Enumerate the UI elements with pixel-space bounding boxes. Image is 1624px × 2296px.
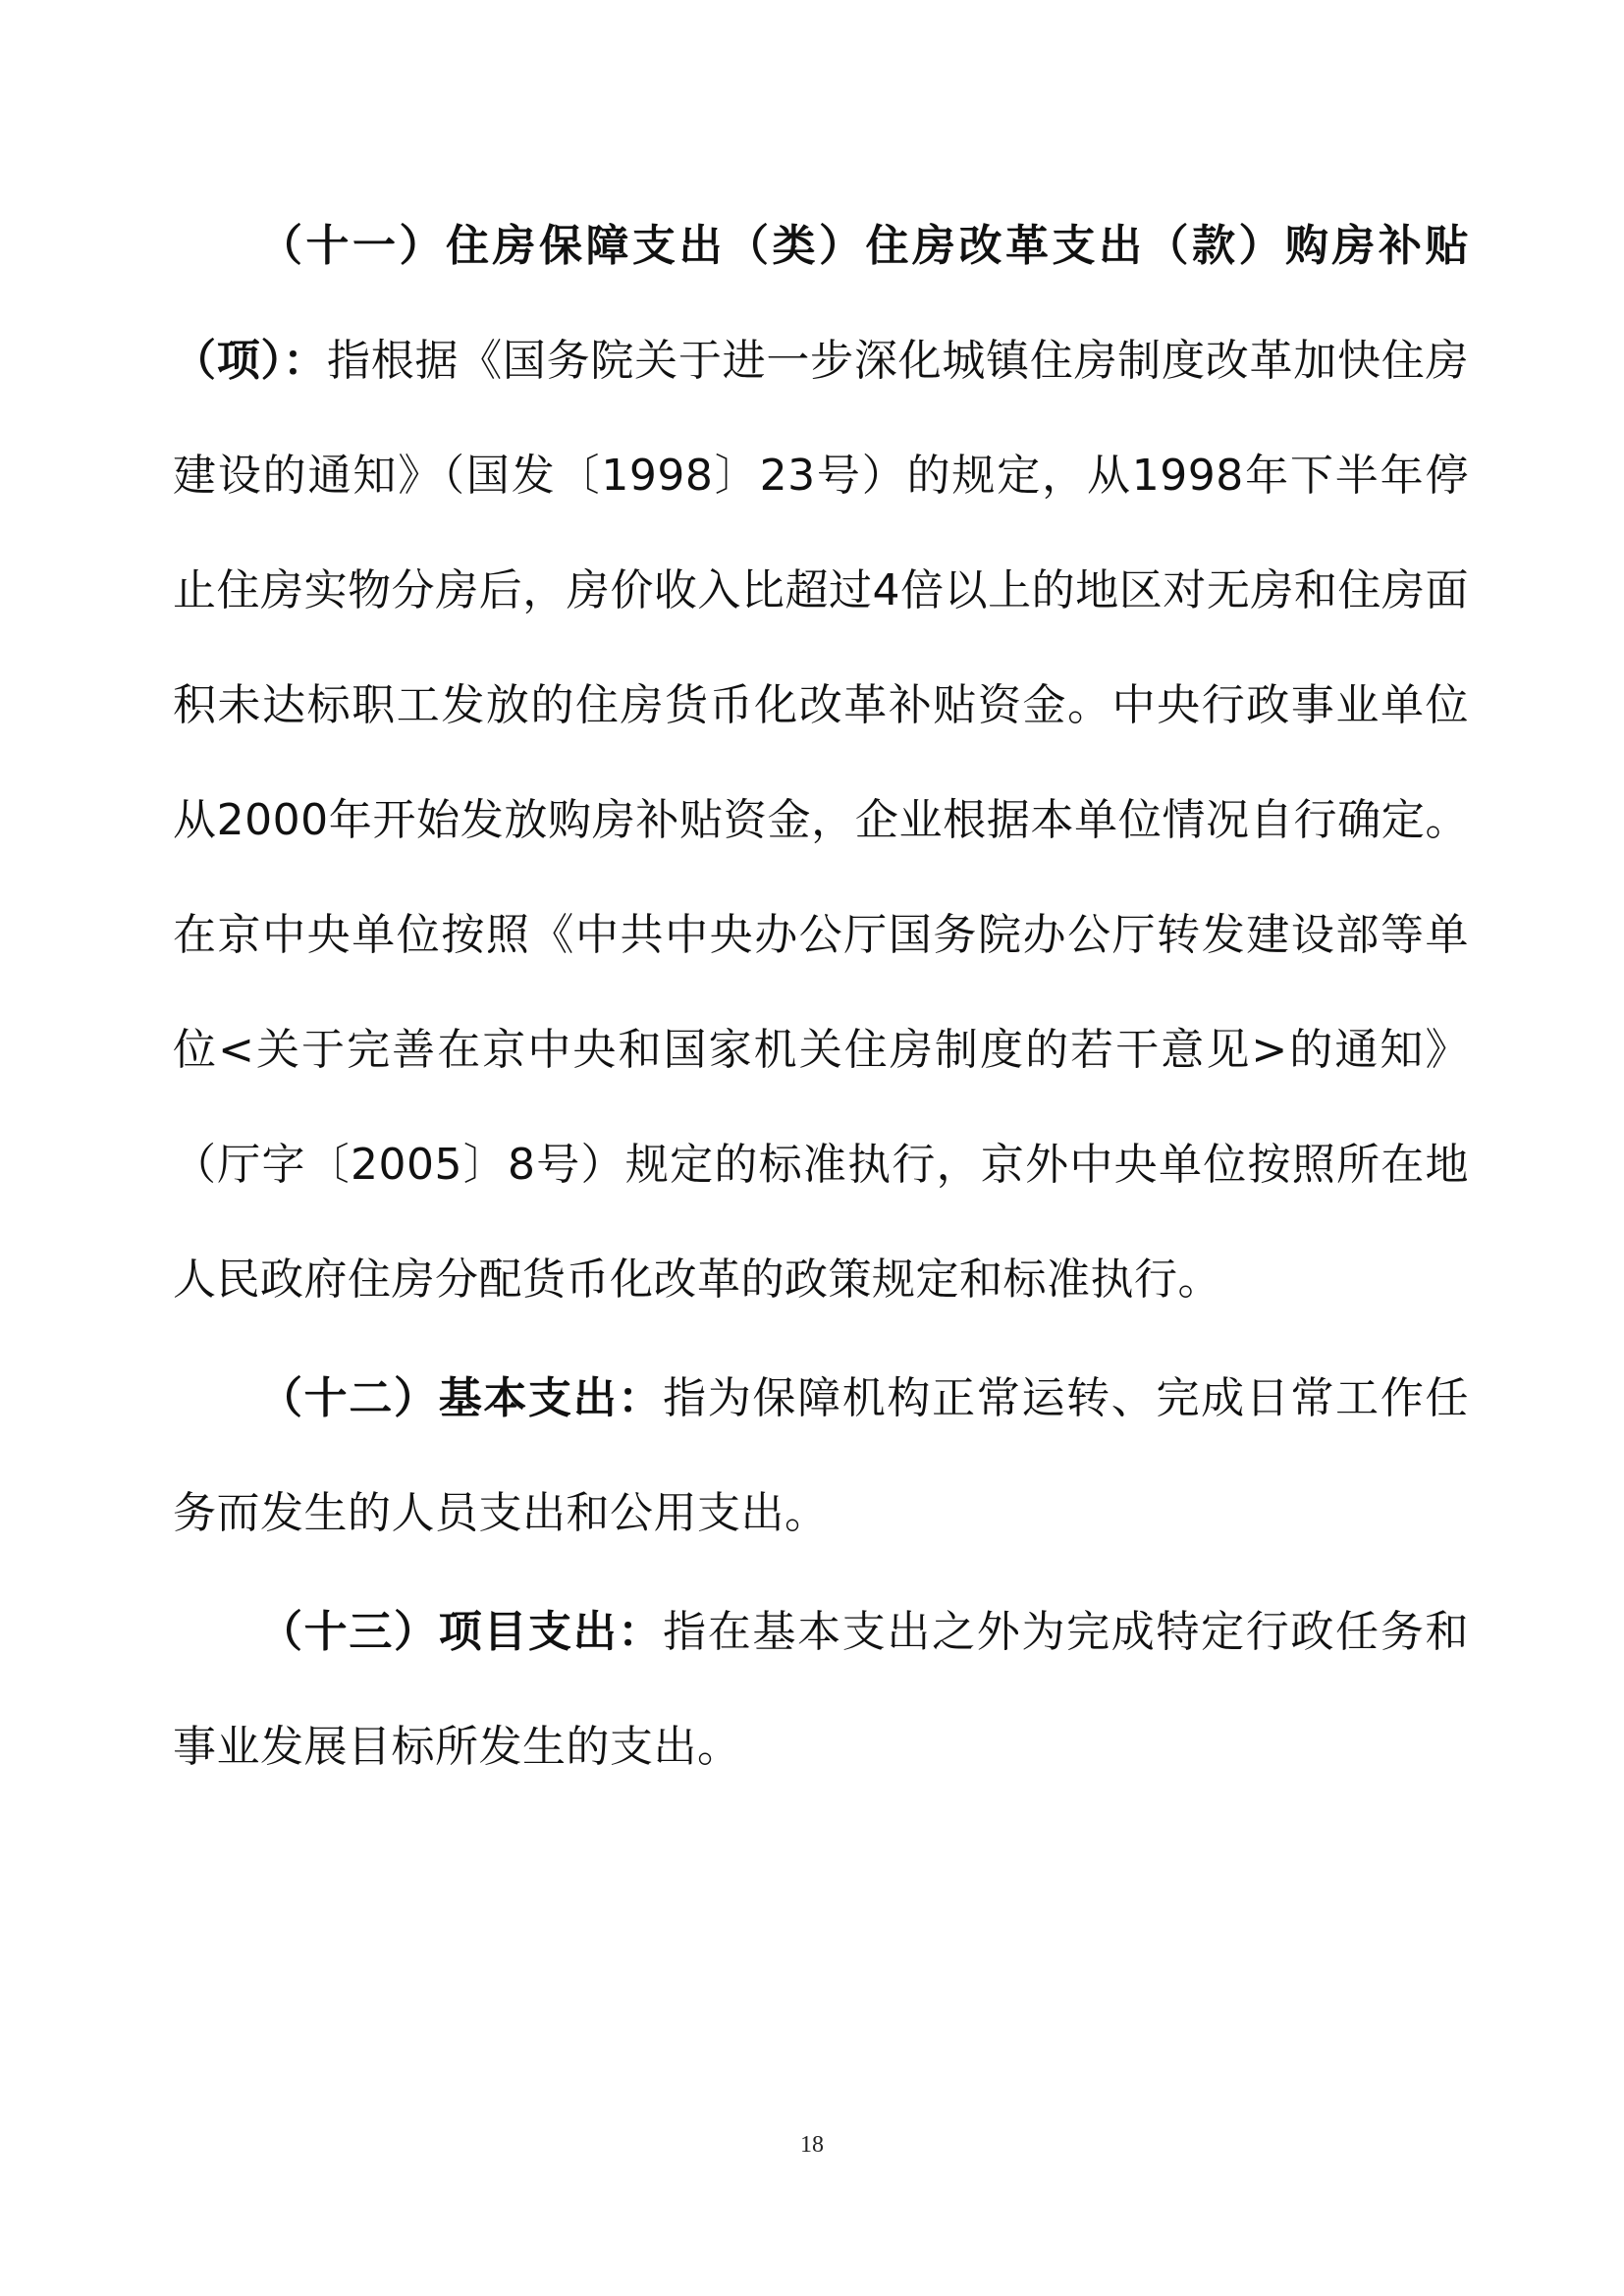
section-body: 指在基本支出之外为完成特定行政任务和事业发展目标所发生的支出。: [173, 1607, 1470, 1772]
page-number: 18: [800, 2132, 824, 2158]
section-body: 指为保障机构正常运转、完成日常工作任务而发生的人员支出和公用支出。: [173, 1373, 1470, 1538]
section-heading: （十一）住房保障支出（类）住房改革支出（款）购房补贴（项）：: [173, 221, 1469, 386]
section-housing-subsidy: [173, 188, 1469, 1337]
section-basic-expenditure: [173, 1341, 1469, 1571]
section-heading: （十三）项目支出：: [259, 1607, 664, 1657]
section-heading: （十二）基本支出：: [259, 1373, 664, 1423]
document-body: [173, 188, 1469, 1808]
section-body: 指根据《国务院关于进一步深化城镇住房制度改革加快住房建设的通知》（国发〔1998〕23号）的规定，从1998年下半年停止住房实物分房后，房价收入比超过4倍以上的地区对无房和住房面积未达标职工发放的住房货币化改革补贴资金。中央行政事业单位从2000年开始发放购房补贴资金，企业根据本单位情况自行确定。在京中央单位按照《中共中央办公厅国务院办公厅转发建设部等单位<关于完善在京中央和国家机关住房制度的若干意见>的通知》（厅字〔2005〕8号）规定的标准执行，京外中央单位按照所在地人民政府住房分配货币化改革的政策规定和标准执行。: [173, 336, 1470, 1305]
section-project-expenditure: [173, 1575, 1469, 1804]
